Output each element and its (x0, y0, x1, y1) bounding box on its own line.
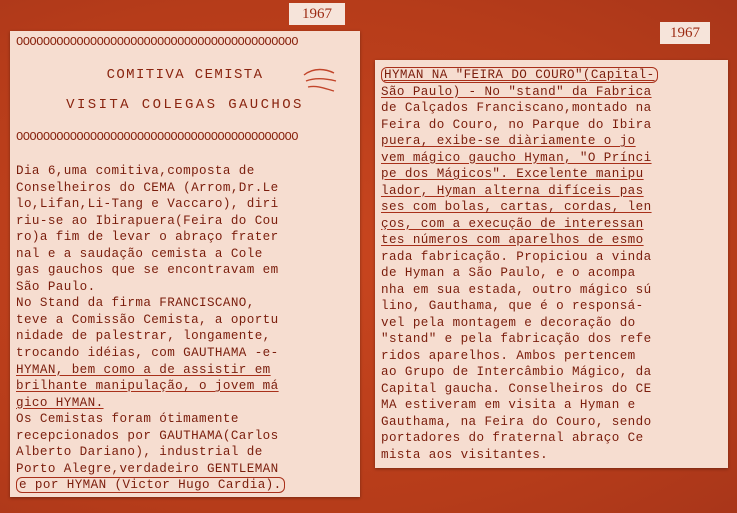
text-line: gas gauchos que se encontravam em (16, 263, 279, 278)
boxed-headline-line: HYMAN NA "FEIRA DO COURO"(Capital- (381, 67, 658, 83)
year-tag-left: 1967 (289, 3, 345, 25)
left-article-body (16, 163, 360, 494)
underlined-text-line: tes números com aparelhos de esmo (381, 233, 644, 247)
underlined-text-line: pe dos Mágicos". Excelente manipu (381, 167, 644, 181)
text-line: MA estiveram em visita a Hyman e (381, 398, 636, 412)
underlined-text-line: puera, exibe-se diàriamente o jo (381, 134, 636, 148)
underlined-text-line: ses com bolas, cartas, cordas, len (381, 200, 652, 214)
year-tag-right: 1967 (660, 22, 710, 44)
text-line: ao Grupo de Intercâmbio Mágico, da (381, 365, 652, 379)
clipping-heading-1: COMITIVA CEMISTA (106, 67, 264, 83)
clipping-heading-2: VISITA COLEGAS GAUCHOS (66, 97, 304, 113)
text-line: riu-se ao Ibirapuera(Feira do Cou (16, 213, 279, 228)
text-line: lino, Gauthama, que é o responsá- (381, 299, 644, 313)
text-line: Os Cemistas foram ótimamente (16, 412, 239, 427)
right-article-body (381, 67, 725, 463)
underlined-text-line: vem mágico gaucho Hyman, "O Prínci (381, 150, 652, 165)
underlined-text-line: HYMAN, bem como a de assistir em (16, 362, 271, 377)
text-line (16, 477, 360, 494)
text-line: São Paulo. (16, 279, 96, 294)
text-line: mista aos visitantes. (381, 447, 549, 462)
top-border-ornament: OOOOOOOOOOOOOOOOOOOOOOOOOOOOOOOOOOOOOOOOOO (16, 35, 298, 49)
boxed-text-line: e por HYMAN (Victor Hugo Cardia). (16, 477, 285, 493)
text-line: Capital gaucha. Conselheiros do CE (381, 381, 652, 396)
text-line: lo,Lifan,Li-Tang e Vaccaro), diri (16, 197, 279, 212)
underlined-text-line: São Paulo) - No "stand" da Fabrica (381, 84, 652, 99)
text-line: nha em sua estada, outro mágico sú (381, 282, 652, 297)
text-line: recepcionados por GAUTHAMA(Carlos (16, 428, 279, 443)
left-newspaper-clipping (10, 31, 360, 497)
text-line: Dia 6,uma comitiva,composta de (16, 164, 255, 178)
text-line: Alberto Dariano), industrial de (16, 445, 263, 460)
text-line: No Stand da firma FRANCISCANO, (16, 296, 255, 311)
text-line: "stand" e pela fabricação dos refe (381, 332, 652, 346)
text-line: Feira do Couro, no Parque do Ibira (381, 117, 652, 132)
text-line: ro)a fim de levar o abraço frater (16, 230, 279, 245)
text-line: ridos aparelhos. Ambos pertencem (381, 348, 636, 363)
text-line: nal e a saudação cemista a Cole (16, 246, 263, 261)
middle-border-ornament: OOOOOOOOOOOOOOOOOOOOOOOOOOOOOOOOOOOOOOOOOO (16, 130, 298, 144)
text-line: portadores do fraternal abraço Ce (381, 431, 644, 445)
underlined-text-line: lador, Hyman alterna difíceis pas (381, 183, 644, 198)
handwritten-scribble (300, 65, 340, 95)
text-line: Conselheiros do CEMA (Arrom,Dr.Le (16, 180, 279, 195)
text-line: de Hyman a São Paulo, e o acompa (381, 266, 636, 280)
text-line: trocando idéias, com GAUTHAMA -e- (16, 346, 279, 361)
text-line: Gauthama, na Feira do Couro, sendo (381, 414, 652, 429)
text-line: rada fabricação. Propiciou a vinda (381, 249, 652, 264)
text-line: Porto Alegre,verdadeiro GENTLEMAN (16, 461, 279, 476)
text-line: de Calçados Franciscano,montado na (381, 101, 652, 115)
underlined-text-line: brilhante manipulação, o jovem má (16, 379, 279, 394)
text-line (381, 67, 725, 84)
underlined-text-line: ços, com a execução de interessan (381, 216, 644, 231)
right-newspaper-clipping (375, 60, 728, 468)
text-line: vel pela montagem e decoração do (381, 315, 636, 330)
text-line: nidade de palestrar, longamente, (16, 329, 271, 344)
underlined-text-line: gico HYMAN. (16, 395, 104, 410)
text-line: teve a Comissão Cemista, a oportu (16, 312, 279, 327)
